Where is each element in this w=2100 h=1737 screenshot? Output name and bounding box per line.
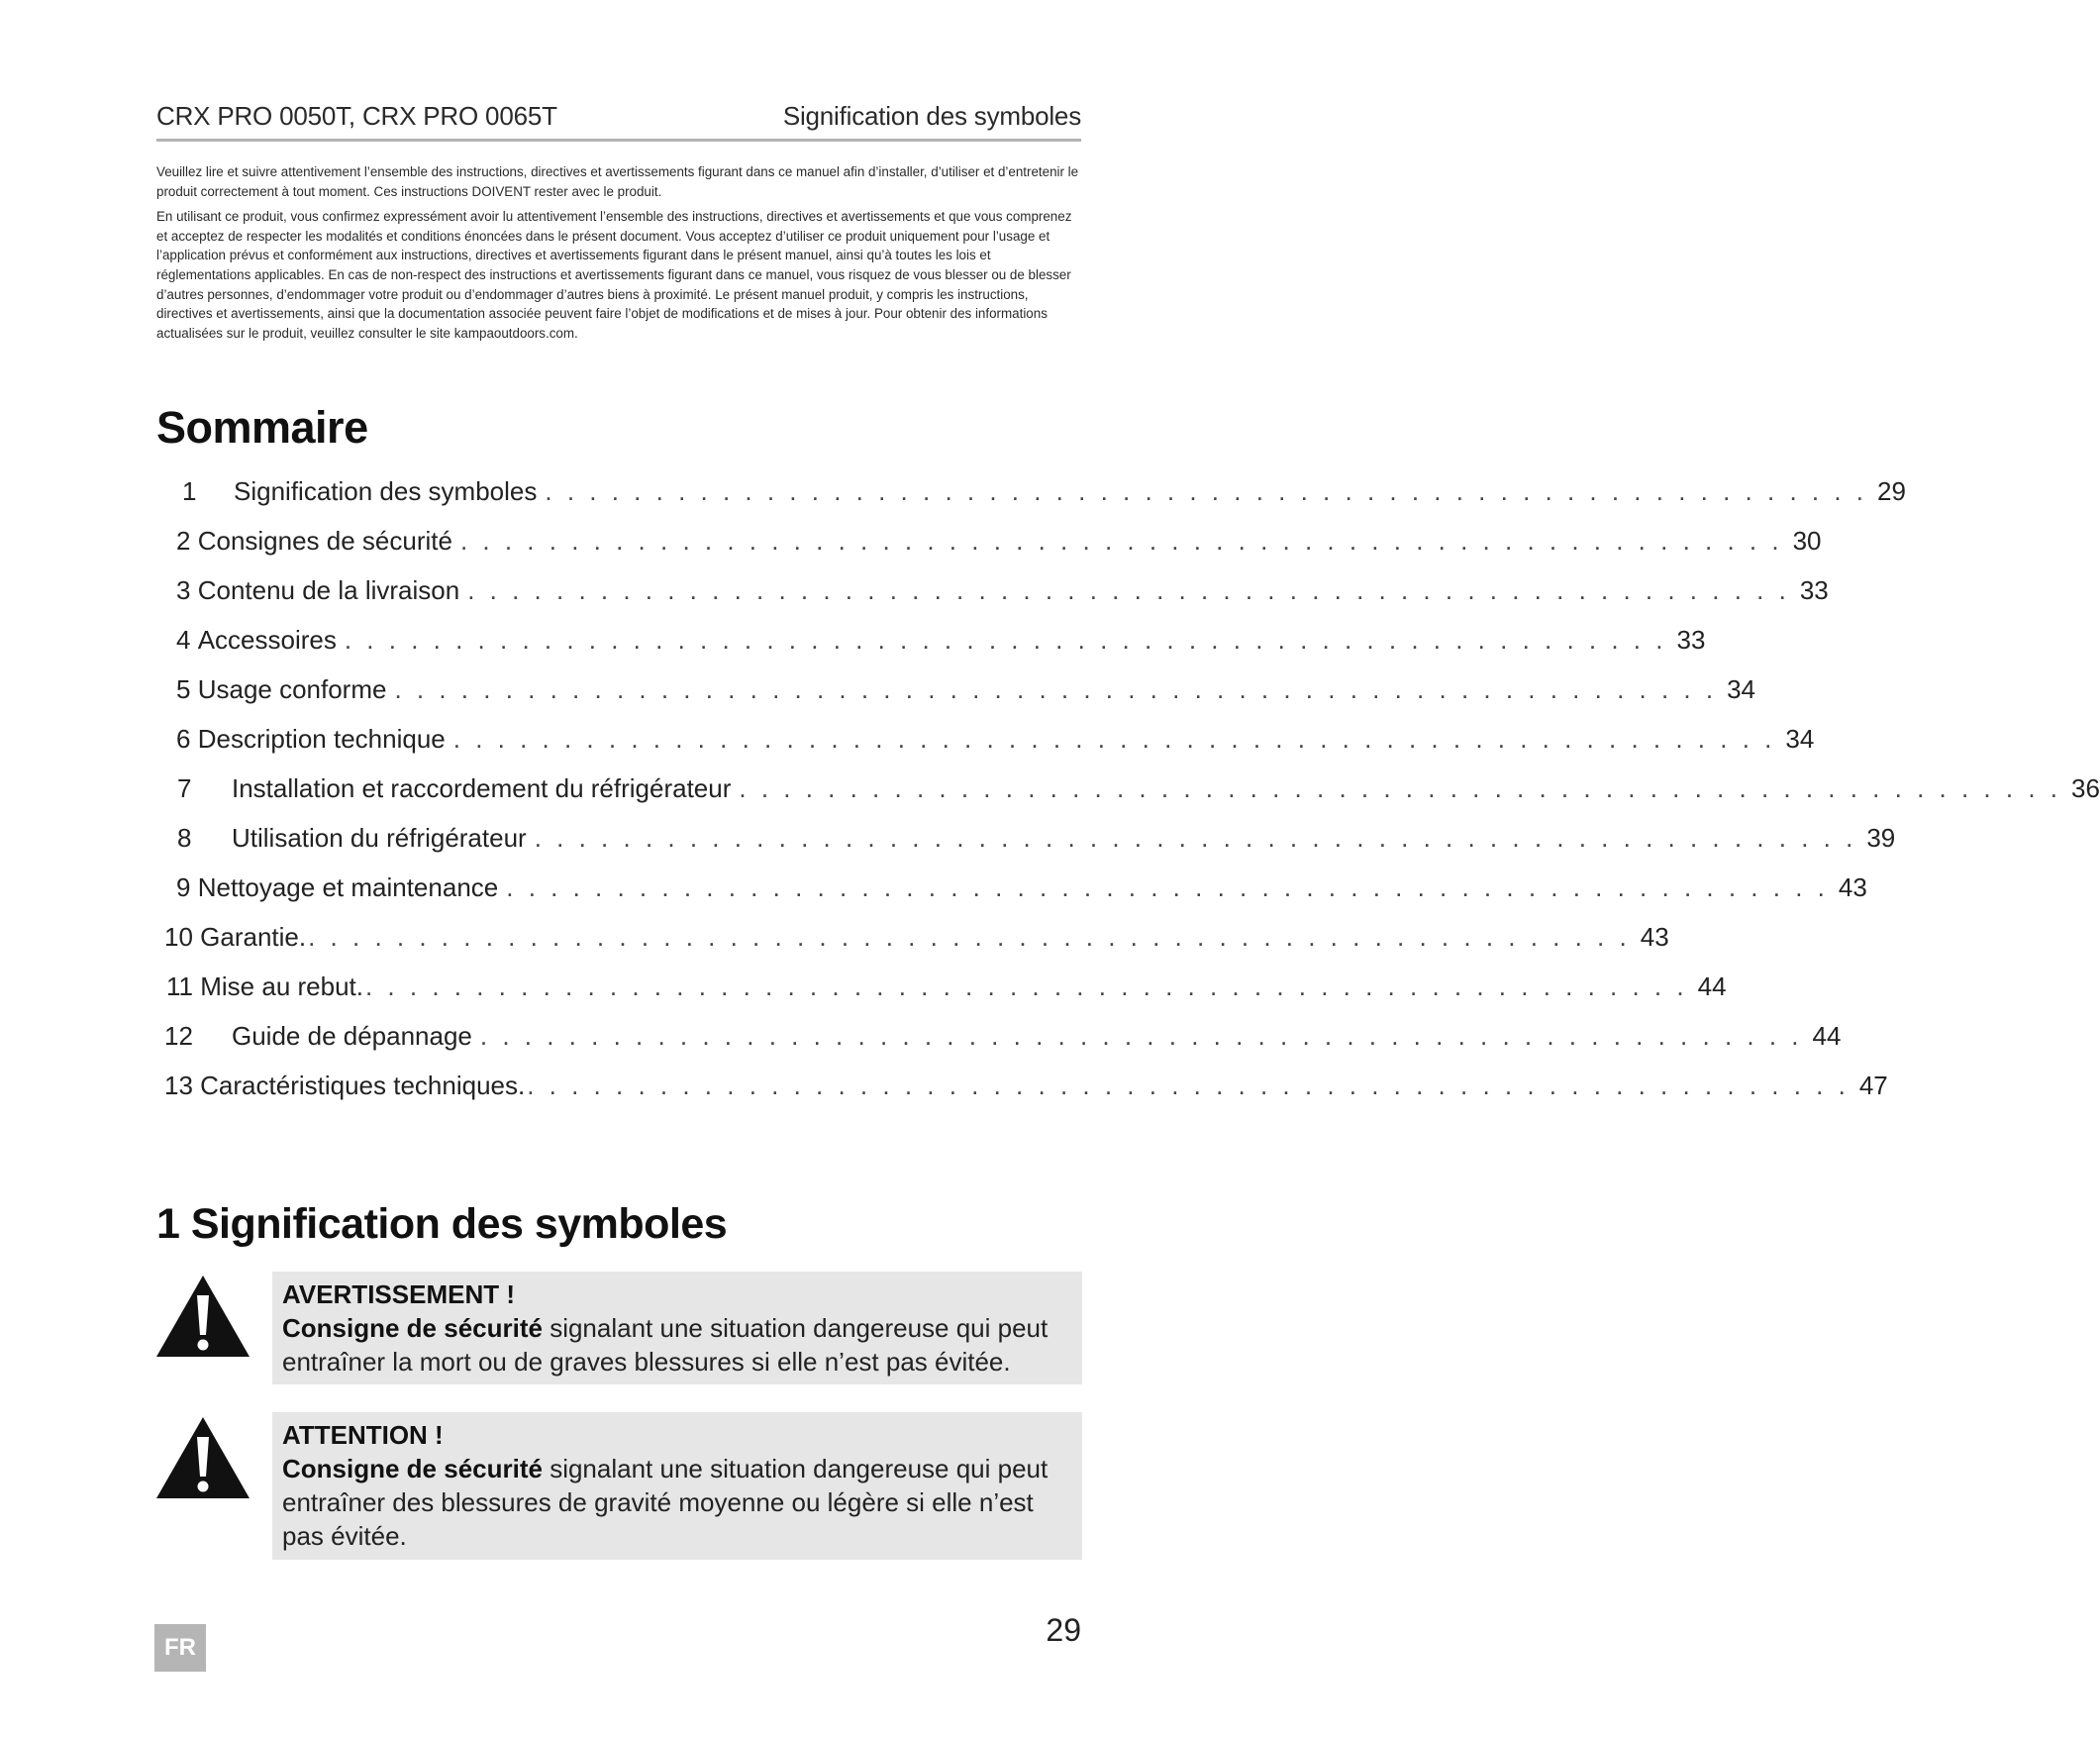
toc-item-title: Consignes de sécurité	[197, 526, 452, 556]
toc-leader-dots: . . . . . . . . . . . . . . . . . . . . . . . . . . . . . . . . . . . . . . . . . . . . . . . . . . . . . . . . . . . .	[364, 971, 1688, 1001]
toc-item[interactable]	[176, 575, 1829, 606]
toc-item-number: 2	[176, 526, 191, 556]
toc-item-page: 29	[1877, 476, 1906, 506]
toc-item-page: 30	[1792, 526, 1822, 556]
section-heading: 1 Signification des symboles	[156, 1200, 728, 1248]
toc-item-title: Installation et raccordement du réfrigérateur	[232, 773, 732, 803]
language-badge: FR	[154, 1624, 206, 1672]
warning-emphasis: Consigne de sécurité	[282, 1313, 543, 1343]
toc-leader-dots: . . . . . . . . . . . . . . . . . . . . . . . . . . . . . . . . . . . . . . . . . . . . . . . . . . . . . . . . . . . .	[308, 922, 1631, 952]
toc-leader-dots: . . . . . . . . . . . . . . . . . . . . . . . . . . . . . . . . . . . . . . . . . . . . . . . . . . . . . . . . . . . .	[545, 476, 1868, 506]
warning-description: signalant une situation dangereuse qui peut entraîner la mort ou de graves blessures si elle n’est pas évitée.	[282, 1313, 1049, 1377]
toc-item-number: 4	[176, 625, 191, 655]
toc-item-page: 36	[2071, 773, 2100, 803]
toc-item[interactable]	[164, 1021, 1842, 1052]
toc-item-page: 34	[1727, 674, 1756, 704]
toc-leader-dots: . . . . . . . . . . . . . . . . . . . . . . . . . . . . . . . . . . . . . . . . . . . . . . . . . . . . . . . . . . . .	[452, 724, 1776, 754]
toc-item-page: 39	[1866, 823, 1896, 853]
toc-item-title: Description technique	[197, 724, 446, 754]
caution-triangle-icon	[154, 1415, 251, 1500]
toc-item-number: 7	[177, 773, 192, 803]
toc-item-title: Usage conforme	[197, 674, 387, 704]
toc-item[interactable]	[164, 1071, 1888, 1101]
toc-item-page: 43	[1838, 872, 1867, 902]
header-model: CRX PRO 0050T, CRX PRO 0065T	[156, 101, 557, 131]
intro-paragraph-1: Veuillez lire et suivre attentivement l’ensemble des instructions, directives et avertissements figurant dans ce manuel afin d’installer, d’utiliser et d’entretenir le produit correctement à tout moment. Ces instructions DOIVENT rester avec le produit.	[156, 164, 1079, 199]
toc-item-number: 5	[176, 674, 191, 704]
toc-item-number: 12	[164, 1021, 193, 1051]
toc-item[interactable]	[176, 674, 1756, 705]
caution-box	[272, 1412, 1082, 1560]
intro-paragraph-2: En utilisant ce produit, vous confirmez expressément avoir lu attentivement l’ensemble des instructions, directives et avertissements et que vous comprenez et acceptez de respecter les modalités et conditions énoncées dans le présent document. Vous acceptez d’utiliser ce produit uniquement pour l’usage et l’application prévus et conformément aux instructions, directives et avertissements figurant dans le présent manuel, ainsi qu’à toutes les lois et réglementations applicables. En cas de non-respect des instructions et avertissements figurant dans ce manuel, vous risquez de vous blesser ou de blesser d’autres personnes, d’endommager votre produit ou d’endommager d’autres biens à proximité. Le présent manuel produit, y compris les instructions, directives et avertissements, ainsi que la documentation associée peuvent faire l’objet de modifications et de mises à jour. Pour obtenir des informations actualisées sur le produit, veuillez consulter le site kampaoutdoors.com.	[156, 209, 1072, 341]
toc-leader-dots: . . . . . . . . . . . . . . . . . . . . . . . . . . . . . . . . . . . . . . . . . . . . . . . . . . . . . . . . . . . .	[467, 575, 1790, 605]
intro-text	[156, 162, 1081, 349]
toc-item-title: Garantie.	[200, 922, 307, 952]
toc-item-title: Nettoyage et maintenance	[197, 872, 499, 902]
toc-leader-dots: . . . . . . . . . . . . . . . . . . . . . . . . . . . . . . . . . . . . . . . . . . . . . . . . . . . . . . . . . . . .	[527, 1071, 1850, 1100]
caution-text	[282, 1452, 1070, 1553]
toc-leader-dots: . . . . . . . . . . . . . . . . . . . . . . . . . . . . . . . . . . . . . . . . . . . . . . . . . . . . . . . . . . . .	[459, 526, 1783, 556]
header-section: Signification des symboles	[782, 101, 1081, 131]
toc-leader-dots: . . . . . . . . . . . . . . . . . . . . . . . . . . . . . . . . . . . . . . . . . . . . . . . . . . . . . . . . . . . .	[506, 872, 1829, 902]
toc-item[interactable]	[164, 922, 1669, 953]
toc-item[interactable]	[177, 823, 1896, 854]
toc-item-title: Guide de dépannage	[232, 1021, 472, 1051]
warning-text	[282, 1311, 1070, 1379]
toc-item[interactable]	[176, 625, 1706, 656]
toc-item-number: 1	[182, 476, 197, 506]
caution-title: ATTENTION !	[282, 1420, 444, 1450]
warning-triangle-icon	[154, 1274, 251, 1359]
toc-item-page: 33	[1799, 575, 1829, 605]
toc-item[interactable]	[176, 872, 1867, 903]
toc-item-number: 3	[176, 575, 191, 605]
caution-emphasis: Consigne de sécurité	[282, 1454, 543, 1483]
toc-item-page: 44	[1697, 971, 1727, 1001]
toc-item[interactable]	[182, 476, 1906, 507]
toc-leader-dots: . . . . . . . . . . . . . . . . . . . . . . . . . . . . . . . . . . . . . . . . . . . . . . . . . . . . . . . . . . . .	[479, 1021, 1803, 1051]
toc-leader-dots: . . . . . . . . . . . . . . . . . . . . . . . . . . . . . . . . . . . . . . . . . . . . . . . . . . . . . . . . . . . .	[534, 823, 1857, 853]
toc-item-page: 33	[1676, 625, 1706, 655]
toc-item-page: 47	[1858, 1071, 1888, 1100]
toc-item-title: Utilisation du réfrigérateur	[232, 823, 527, 853]
toc-item[interactable]	[176, 724, 1815, 755]
caution-description: signalant une situation dangereuse qui peut entraîner des blessures de gravité moyenne ou légère si elle n’est pas évitée.	[282, 1454, 1049, 1551]
toc-leader-dots: . . . . . . . . . . . . . . . . . . . . . . . . . . . . . . . . . . . . . . . . . . . . . . . . . . . . . . . . . . . .	[394, 674, 1718, 704]
toc-heading: Sommaire	[156, 402, 368, 453]
toc-item[interactable]	[166, 971, 1727, 1002]
toc-item-title: Caractéristiques techniques.	[200, 1071, 526, 1100]
toc-item-number: 13	[164, 1071, 193, 1100]
toc-item-title: Contenu de la livraison	[197, 575, 460, 605]
toc-item-title: Signification des symboles	[234, 476, 538, 506]
toc-item-number: 10	[164, 922, 193, 952]
toc-leader-dots: . . . . . . . . . . . . . . . . . . . . . . . . . . . . . . . . . . . . . . . . . . . . . . . . . . . . . . . . . . . .	[344, 625, 1667, 655]
toc-item-title: Accessoires	[197, 625, 337, 655]
toc-item-page: 34	[1785, 724, 1815, 754]
toc-item[interactable]	[177, 773, 2100, 804]
toc-item[interactable]	[176, 526, 1822, 557]
toc-item-number: 9	[176, 872, 191, 902]
toc-item-title: Mise au rebut.	[200, 971, 363, 1001]
toc-item-number: 11	[166, 971, 193, 1001]
warning-title: AVERTISSEMENT !	[282, 1279, 515, 1309]
page-header	[156, 97, 1081, 142]
page-number: 29	[1046, 1612, 1081, 1648]
toc-item-page: 43	[1640, 922, 1669, 952]
toc-item-number: 8	[177, 823, 192, 853]
toc-item-page: 44	[1812, 1021, 1842, 1051]
warning-box	[272, 1272, 1082, 1384]
toc-item-number: 6	[176, 724, 191, 754]
toc-leader-dots: . . . . . . . . . . . . . . . . . . . . . . . . . . . . . . . . . . . . . . . . . . . . . . . . . . . . . . . . . . . .	[739, 773, 2061, 803]
